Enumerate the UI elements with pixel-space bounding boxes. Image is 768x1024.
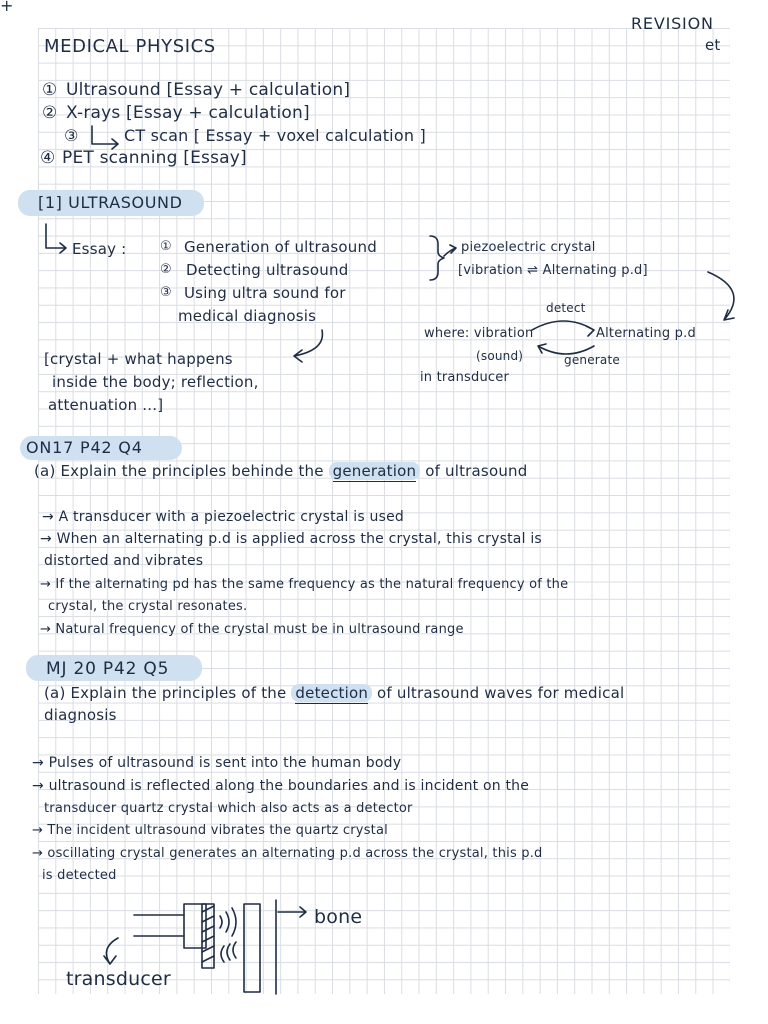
piezo-label: piezoelectric crystal: [461, 240, 596, 255]
q1-question-pre: (a) Explain the principles behinde the: [34, 462, 324, 480]
q1-question: [34, 462, 527, 480]
corner-mark: +: [0, 0, 14, 15]
topic-4-num: ④: [40, 148, 56, 168]
q1-question-post: of ultrasound: [425, 462, 528, 480]
essay-item-2: Detecting ultrasound: [186, 261, 349, 279]
q2-question: [44, 684, 624, 702]
vibration-line: [vibration ⇌ Alternating p.d]: [458, 263, 648, 278]
initials: et: [705, 36, 721, 54]
q1-label: ON17 P42 Q4: [26, 438, 143, 457]
essay-item-3: Using ultra sound for: [184, 284, 346, 302]
q2-question-pre: (a) Explain the principles of the: [44, 684, 287, 702]
section-ultrasound-label: [1] ULTRASOUND: [38, 193, 183, 212]
topic-3: CT scan [ Essay + voxel calculation ]: [124, 126, 426, 145]
topic-1-num: ①: [42, 80, 58, 100]
detect-label: detect: [546, 301, 586, 315]
bracket-note-1: [crystal + what happens: [44, 350, 233, 368]
essay-label: Essay :: [72, 240, 127, 258]
sound-label: (sound): [476, 349, 524, 363]
generate-label: generate: [564, 353, 620, 367]
topic-2: X-rays [Essay + calculation]: [66, 103, 310, 123]
topic-2-num: ②: [42, 103, 58, 123]
revision-label: REVISION: [631, 14, 714, 33]
bracket-note-3: attenuation ...]: [48, 396, 164, 414]
q1-bullet-3: → If the alternating pd has the same frequency as the natural frequency of the: [40, 577, 569, 592]
topic-3-num: ③: [64, 126, 79, 145]
essay-item-1-num: ①: [160, 239, 172, 254]
alternating-label: Alternating p.d: [596, 326, 696, 341]
q2-bullet-4-cont: is detected: [42, 868, 117, 883]
q1-bullet-1: → A transducer with a piezoelectric crystal is used: [42, 509, 404, 525]
where-vibration: where: vibration: [424, 326, 534, 341]
q1-bullet-3-cont: crystal, the crystal resonates.: [48, 599, 248, 614]
bracket-note-2: inside the body; reflection,: [52, 373, 259, 391]
q2-bullet-4: → oscillating crystal generates an alternating p.d across the crystal, this p.d: [32, 846, 543, 861]
page-title: MEDICAL PHYSICS: [44, 36, 216, 57]
q2-question-line2: diagnosis: [44, 706, 117, 724]
essay-item-3-cont: medical diagnosis: [178, 307, 317, 325]
q1-bullet-2: → When an alternating p.d is applied across the crystal, this crystal is: [40, 531, 542, 547]
q2-question-post: of ultrasound waves for medical: [377, 684, 625, 702]
essay-item-2-num: ②: [160, 262, 172, 277]
topic-1: Ultrasound [Essay + calculation]: [66, 80, 351, 100]
in-transducer: in transducer: [420, 370, 509, 385]
topic-4: PET scanning [Essay]: [62, 148, 247, 168]
q2-bullet-2-cont: transducer quartz crystal which also acts as a detector: [44, 801, 413, 816]
q1-bullet-4: → Natural frequency of the crystal must be in ultrasound range: [40, 622, 464, 637]
q2-bullet-2: → ultrasound is reflected along the boundaries and is incident on the: [32, 778, 530, 794]
diagram-transducer-label: transducer: [66, 968, 171, 990]
essay-item-3-num: ③: [160, 285, 172, 300]
diagram-bone-label: bone: [314, 906, 363, 928]
q2-label: MJ 20 P42 Q5: [46, 659, 170, 679]
q2-bullet-1: → Pulses of ultrasound is sent into the human body: [32, 755, 402, 771]
q2-question-key: detection: [295, 684, 369, 702]
q1-question-key: generation: [332, 462, 417, 480]
q1-bullet-2-cont: distorted and vibrates: [44, 553, 204, 569]
q2-bullet-3: → The incident ultrasound vibrates the quartz crystal: [32, 823, 388, 838]
essay-item-1: Generation of ultrasound: [184, 238, 377, 256]
